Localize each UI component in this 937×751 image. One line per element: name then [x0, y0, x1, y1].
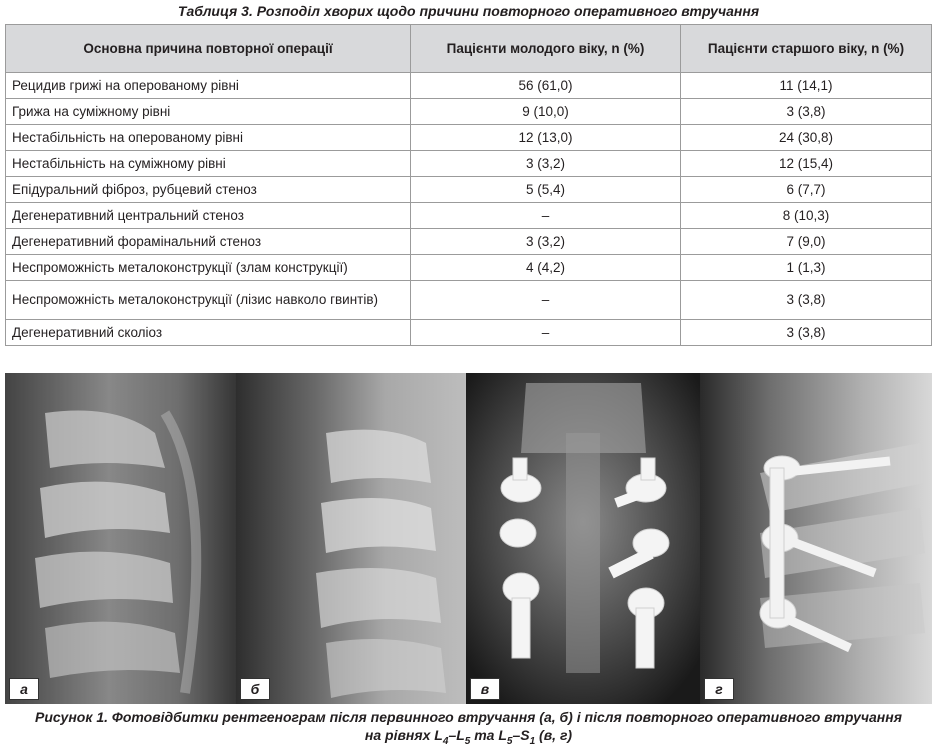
- figure-caption: [0, 708, 937, 751]
- caption-mid: та L: [470, 727, 507, 743]
- figure-caption-line2: [0, 726, 937, 751]
- caption-prefix: на рівнях L: [364, 727, 443, 743]
- cell-old: 3 (3,8): [681, 99, 932, 125]
- cell-young: 4 (4,2): [411, 255, 681, 281]
- table-row: [6, 125, 932, 151]
- panel-label-v: в: [470, 678, 500, 700]
- table-caption: Таблиця 3. Розподіл хворих щодо причини повторного оперативного втручання: [177, 3, 760, 19]
- caption-sub: 4: [442, 735, 449, 747]
- cell-old: 12 (15,4): [681, 151, 932, 177]
- caption-suffix: (в, г): [535, 727, 573, 743]
- panel-label-g: г: [704, 678, 734, 700]
- cell-reason: Рецидив грижі на оперованому рівні: [6, 73, 411, 99]
- cell-reason: Епідуральний фіброз, рубцевий стеноз: [6, 177, 411, 203]
- xray-panel-v: [466, 373, 700, 704]
- panel-label-b: б: [240, 678, 270, 700]
- cell-young: 9 (10,0): [411, 99, 681, 125]
- cell-old: 3 (3,8): [681, 281, 932, 320]
- cell-old: 3 (3,8): [681, 320, 932, 346]
- table-row: [6, 151, 932, 177]
- cell-old: 7 (9,0): [681, 229, 932, 255]
- xray-image-g: [700, 373, 932, 704]
- xray-image-a: [5, 373, 236, 704]
- caption-sub: 1: [529, 735, 536, 747]
- panel-label-a: а: [9, 678, 39, 700]
- cell-young: 56 (61,0): [411, 73, 681, 99]
- table-row: [6, 99, 932, 125]
- cell-old: 1 (1,3): [681, 255, 932, 281]
- xray-image-b: [236, 373, 466, 704]
- cell-reason: Нестабільність на суміжному рівні: [6, 151, 411, 177]
- cell-old: 6 (7,7): [681, 177, 932, 203]
- cell-young: 3 (3,2): [411, 151, 681, 177]
- cell-young: –: [411, 203, 681, 229]
- table-row: [6, 229, 932, 255]
- cell-old: 11 (14,1): [681, 73, 932, 99]
- header-old: Пацієнти старшого віку, n (%): [681, 25, 932, 73]
- cell-young: 5 (5,4): [411, 177, 681, 203]
- table-row: [6, 177, 932, 203]
- cell-reason: Грижа на суміжному рівні: [6, 99, 411, 125]
- xray-image-v: [466, 373, 700, 704]
- caption-sub: 5: [464, 735, 471, 747]
- cell-young: –: [411, 320, 681, 346]
- table-row: [6, 255, 932, 281]
- table-header-row: [6, 25, 932, 73]
- cell-reason: Нестабільність на оперованому рівні: [6, 125, 411, 151]
- cell-young: –: [411, 281, 681, 320]
- caption-sub: 5: [506, 735, 513, 747]
- table-row: [6, 73, 932, 99]
- table-row: [6, 203, 932, 229]
- cell-reason: Неспроможність металоконструкції (злам конструкції): [6, 255, 411, 281]
- causes-table: [5, 24, 932, 346]
- figure-caption-line1: Рисунок 1. Фотовідбитки рентгенограм після первинного втручання (а, б) і після повторного оперативного втручання: [35, 709, 902, 725]
- xray-panel-a: [5, 373, 236, 704]
- header-young: Пацієнти молодого віку, n (%): [411, 25, 681, 73]
- cell-reason: Дегенеративний центральний стеноз: [6, 203, 411, 229]
- header-reason: Основна причина повторної операції: [6, 25, 411, 73]
- cell-old: 8 (10,3): [681, 203, 932, 229]
- table-row: [6, 281, 932, 320]
- cell-young: 3 (3,2): [411, 229, 681, 255]
- xray-panel-b: [236, 373, 466, 704]
- xray-panel-g: [700, 373, 932, 704]
- cell-old: 24 (30,8): [681, 125, 932, 151]
- cell-young: 12 (13,0): [411, 125, 681, 151]
- table-row: [6, 320, 932, 346]
- cell-reason: Дегенеративний форамінальний стеноз: [6, 229, 411, 255]
- cell-reason: Неспроможність металоконструкції (лізис навколо гвинтів): [6, 281, 411, 320]
- caption-dash: –S: [512, 727, 530, 743]
- caption-dash: –L: [448, 727, 465, 743]
- cell-reason: Дегенеративний сколіоз: [6, 320, 411, 346]
